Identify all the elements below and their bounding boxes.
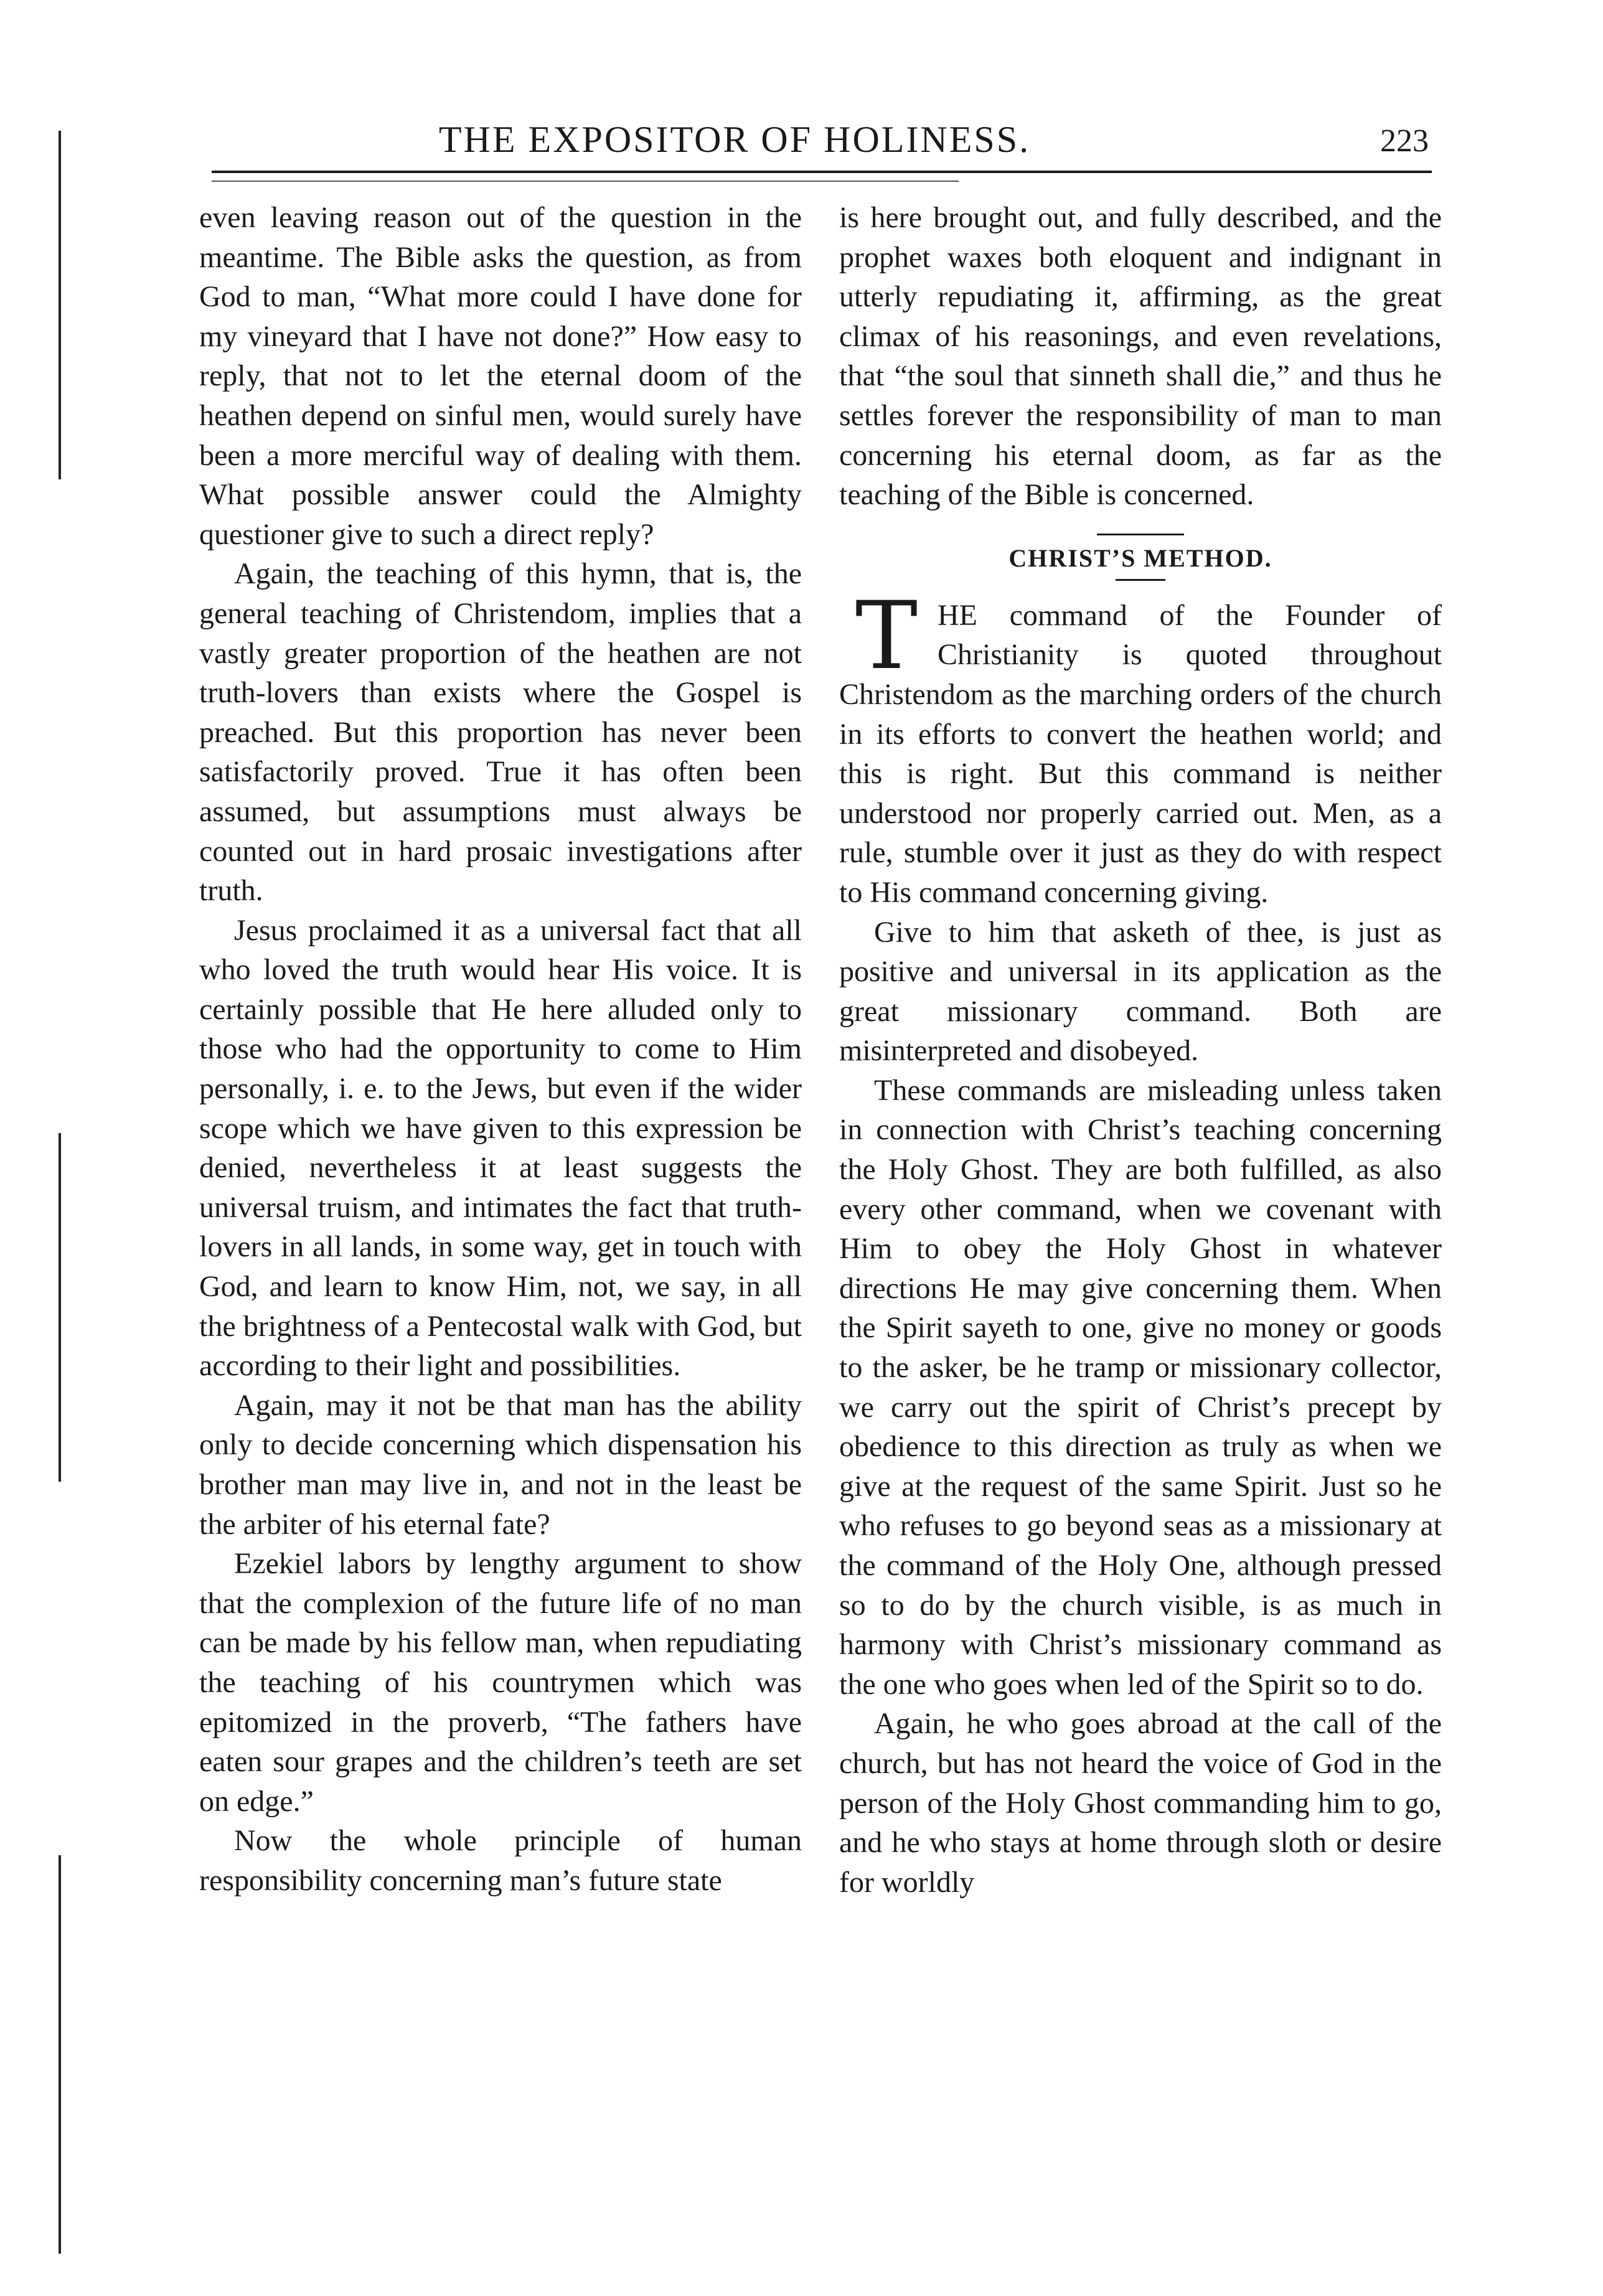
left-paragraph-6: Now the whole principle of human responsibility concerning man’s future state (199, 1824, 802, 1897)
left-paragraph-4: Again, may it not be that man has the ability only to decide concerning which dispensation his brother man may live in, and not in the least be the arbiter of his eternal fate? (199, 1388, 802, 1541)
running-title: THE EXPOSITOR OF HOLINESS. (438, 119, 1031, 160)
left-column (199, 198, 802, 1901)
page-number: 223 (1380, 123, 1429, 159)
drop-cap: T (855, 581, 918, 690)
right-paragraph-4: Again, he who goes abroad at the call of the church, but has not heard the voice of God in the person of the Holy Ghost commanding him to go, and he who stays at home through sloth or desire for worldly (839, 1707, 1442, 1899)
right-column (839, 198, 1442, 1902)
page-margin-rule-upper (59, 131, 61, 479)
left-paragraph-3: Jesus proclaimed it as a universal fact that all who loved the truth would hear His voice. It is certainly possible that He here alluded only to those who had the opportunity to come to Him personally, i. e. to the Jews, but even if the wider scope which we have given to this expression be denied, nevertheless it at least suggests the universal truism, and intimates the fact that truth-lovers in all lands, in some way, get in touch with God, and learn to know Him, not, we say, in all the brightness of a Pentecostal walk with God, but according to their light and possibilities. (199, 913, 802, 1383)
page-margin-rule-lower (59, 1855, 61, 2254)
right-intro-paragraph: is here brought out, and fully described, and the prophet waxes both eloquent and indignant in utterly repudiating it, affirming, as the great climax of his reasonings, and even revelations, that “the soul that sinneth shall die,” and thus he settles forever the responsibility of man to man concerning his eternal doom, as far as the teaching of the Bible is concerned. (839, 201, 1442, 512)
header-rule-secondary (212, 181, 959, 182)
section-rule-bottom (1116, 579, 1165, 581)
right-paragraph-2: Give to him that asketh of thee, is just as positive and universal in its application as the great missionary command. Both are misinterpreted and disobeyed. (839, 915, 1442, 1068)
right-first-paragraph (839, 581, 1442, 913)
page-margin-rule-middle (59, 1133, 61, 1482)
left-paragraph-1: even leaving reason out of the question in the meantime. The Bible asks the question, as from God to man, “What more could I have done for my vineyard that I have not done?” How easy to reply, that not to let the eternal doom of the heathen depend on sinful men, would surely have been a more merciful way of dealing with them. What possible answer could the Almighty questioner give to such a direct reply? (199, 201, 802, 551)
section-rule-top (1097, 534, 1184, 535)
section-heading: CHRIST’S METHOD. (1008, 543, 1272, 572)
left-paragraph-2: Again, the teaching of this hymn, that is, the general teaching of Christendom, implies that a vastly greater proportion of the heathen are not truth-lovers than exists where the Gospel is preached. But this proportion has never been satisfactorily proved. True it has often been assumed, but assumptions must always be counted out in hard prosaic investigations after truth. (199, 557, 802, 908)
first-paragraph-text: HE command of the Founder of Christianity is quoted throughout Christendom as the marching orders of the church in its efforts to convert the heathen world; and this is right. But this command is neither understood nor properly carried out. Men, as a rule, stumble over it just as they do with respect to His command concerning giving. (839, 598, 1442, 909)
right-paragraph-3: These commands are misleading unless taken in connection with Christ’s teaching concerning the Holy Ghost. They are both fulfilled, as also every other command, when we covenant with Him to obey the Holy Ghost in whatever directions He may give concerning them. When the Spirit sayeth to one, give no money or goods to the asker, be he tramp or missionary collector, we carry out the spirit of Christ’s precept by obedience to this direction as truly as when we give at the request of the same Spirit. Just so he who refuses to go beyond seas as a missionary at the command of the Holy One, although pressed so to do by the church visible, is as much in harmony with Christ’s missionary command as the one who goes when led of the Spirit so to do. (839, 1073, 1442, 1701)
left-paragraph-5: Ezekiel labors by lengthy argument to show that the complexion of the future life of no man can be made by his fellow man, when repudiating the teaching of his countrymen which was epitomized in the proverb, “The fathers have eaten sour grapes and the children’s teeth are set on edge.” (199, 1547, 802, 1818)
header-rule (212, 171, 1432, 173)
